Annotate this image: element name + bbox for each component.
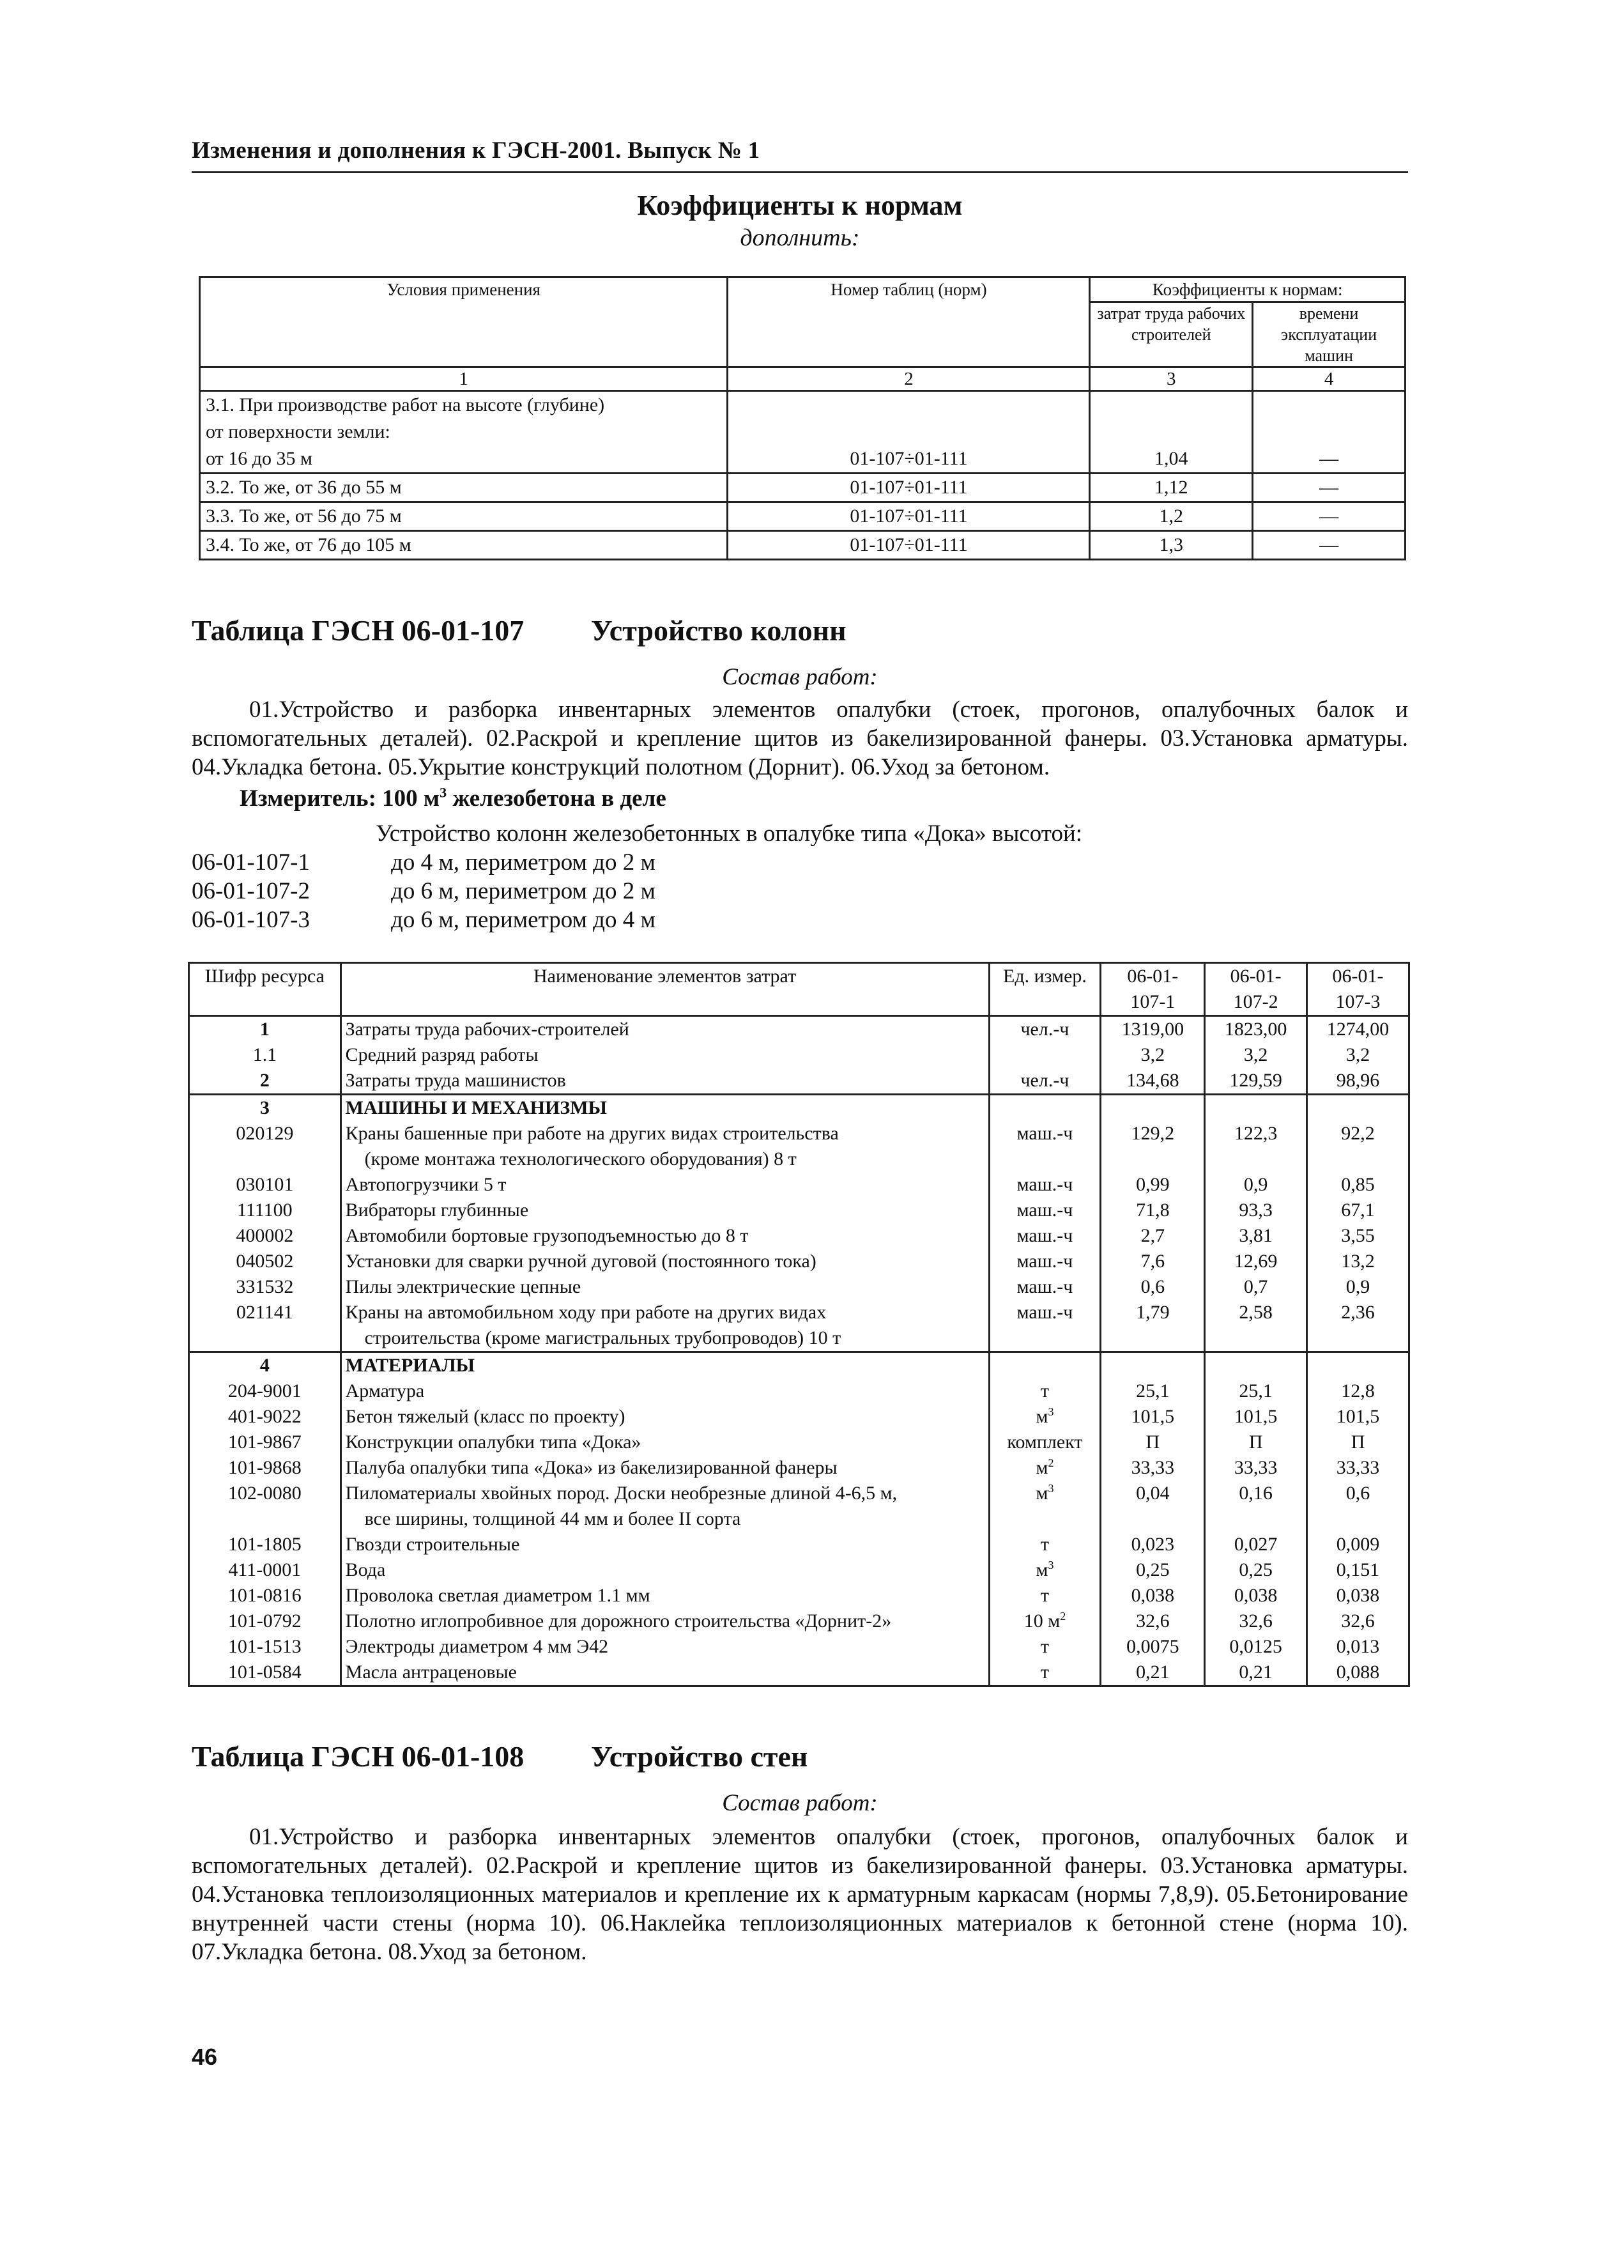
unit-text: маш.-ч [1016,1225,1073,1246]
unit-text: комплект [1007,1431,1083,1453]
norm-value-3: 1274,00 [1307,1016,1409,1043]
norm-value-1 [1101,1095,1205,1122]
norm-value-2: П [1205,1430,1307,1455]
norm-value-2: 3,81 [1205,1223,1307,1249]
norm-value-3: 32,6 [1307,1608,1409,1634]
norm-value-1: 0,04 [1101,1481,1205,1532]
table-row [189,1121,1409,1172]
col-header-norm-2: 06-01- 107-2 [1205,963,1307,1016]
norm-value-1: 129,2 [1101,1121,1205,1172]
norm-value-1: 0,99 [1101,1172,1205,1198]
col-header-unit: Ед. измер. [989,963,1101,1016]
resource-name [341,1481,989,1532]
resource-code: 020129 [189,1121,341,1172]
norm-value-2: 0,16 [1205,1481,1307,1532]
machine-coef: — [1253,391,1406,474]
resource-unit [989,1583,1101,1608]
resource-name [341,1455,989,1481]
norm-value-3: П [1307,1430,1409,1455]
condition-text: 3.1. При производстве работ на высоте (глубине) [206,394,605,415]
norm-value-3: 0,9 [1307,1274,1409,1300]
unit-text: т [1040,1636,1050,1657]
resource-name [341,1223,989,1249]
meter-sup: 3 [440,784,447,801]
coef-row [200,502,1406,531]
condition-text: 3.3. То же, от 56 до 75 м [200,502,728,531]
resource-unit [989,1042,1101,1068]
norm-value-3: 0,009 [1307,1532,1409,1557]
resource-name-line: Палуба опалубки типа «Дока» из бакелизированной фанеры [345,1457,838,1478]
resource-unit [989,1378,1101,1404]
unit-text: 10 м [1023,1610,1061,1632]
col-header-labor: затрат труда рабочих строителей [1090,302,1253,367]
unit-text: т [1040,1662,1050,1683]
unit-text: маш.-ч [1016,1174,1073,1195]
labor-coef: 1,12 [1090,474,1253,502]
norm-line [192,849,655,876]
resource-code: 2 [189,1068,341,1095]
tables-range: 01-107÷01-111 [728,391,1090,474]
norm-value-3: 0,85 [1307,1172,1409,1198]
norm-value-1: 71,8 [1101,1198,1205,1223]
unit-text: т [1040,1534,1050,1555]
composition-label: Состав работ: [722,1790,878,1816]
condition-text: от 16 до 35 м [206,448,312,469]
resource-code: 102-0080 [189,1481,341,1532]
norm-value-3: 0,151 [1307,1557,1409,1583]
page-number: 46 [192,2044,218,2070]
coef-row [200,474,1406,502]
table-row [189,1223,1409,1249]
unit-text: маш.-ч [1016,1123,1073,1144]
resource-name-line: строительства (кроме магистральных трубопроводов) 10 т [364,1327,841,1348]
resource-name-line: Арматура [345,1380,425,1401]
resource-code: 411-0001 [189,1557,341,1583]
norm-value-3: 0,088 [1307,1660,1409,1686]
table-107-title: Устройство колонн [591,614,846,647]
col-header-conditions: Условия применения [200,277,728,367]
resource-name-line: Вода [345,1559,386,1580]
col-header-tables: Номер таблиц (норм) [728,277,1090,367]
table-row [189,1300,1409,1352]
norm-value-3: 0,013 [1307,1634,1409,1660]
col-header-norm-3: 06-01- 107-3 [1307,963,1409,1016]
resource-name-line: Краны башенные при работе на других видах строительства [345,1123,839,1144]
unit-text: м [1036,1457,1048,1478]
meter-line [240,785,666,812]
norm-value-1: 32,6 [1101,1608,1205,1634]
resource-name-line: Автопогрузчики 5 т [345,1174,507,1195]
resource-unit [989,1016,1101,1043]
coef-row [200,391,1406,474]
resource-unit [989,1068,1101,1095]
norm-desc: до 6 м, периметром до 2 м [391,878,655,904]
resource-name [341,1557,989,1583]
resource-name-line: Полотно иглопробивное для дорожного строительства «Дорнит-2» [345,1610,892,1632]
norm-value-2: 2,58 [1205,1300,1307,1352]
labor-coef: 1,04 [1090,391,1253,474]
resource-name [341,1249,989,1274]
resource-code: 1.1 [189,1042,341,1068]
norm-value-3: 92,2 [1307,1121,1409,1172]
norm-value-2 [1205,1095,1307,1122]
table-row [189,1068,1409,1095]
resource-name [341,1172,989,1198]
norm-value-1: 33,33 [1101,1455,1205,1481]
unit-sup: 2 [1048,1456,1054,1469]
resource-name [341,1042,989,1068]
resource-name [341,1095,989,1122]
unit-text: м [1036,1406,1048,1427]
table-row [189,1352,1409,1379]
resource-name [341,1583,989,1608]
resource-name [341,1274,989,1300]
table-row [189,1042,1409,1068]
tables-range: 01-107÷01-111 [728,502,1090,531]
col-number: 2 [728,367,1090,391]
resource-code: 030101 [189,1172,341,1198]
unit-text: чел.-ч [1020,1070,1069,1091]
resource-code: 040502 [189,1249,341,1274]
meter-value: 100 м [382,785,440,812]
unit-sup: 3 [1048,1405,1054,1418]
unit-sup: 2 [1060,1610,1066,1623]
resource-name [341,1634,989,1660]
table-row [189,1016,1409,1043]
norm-value-1: 0,038 [1101,1583,1205,1608]
resource-code: 111100 [189,1198,341,1223]
norm-value-3: 98,96 [1307,1068,1409,1095]
coef-row [200,531,1406,560]
norm-value-2: 1823,00 [1205,1016,1307,1043]
table-108-heading [192,1740,808,1773]
coefficients-subtitle: дополнить: [740,224,860,251]
resource-name [341,1660,989,1686]
table-row [189,1404,1409,1430]
condition-text: от поверхности земли: [206,421,390,442]
resources-table [188,962,1410,1687]
composition-text: 01.Устройство и разборка инвентарных элементов опалубки (стоек, прогонов, опалубочных балок и вспомогательных деталей). 02.Раскрой и крепление щитов из бакелизированной фанеры. 03.Установка арматуры. 04.Укладка бетона. 05.Укрытие конструкций полотном (Дорнит). 06.Уход за бетоном. [192,697,1408,780]
norm-value-3: 3,2 [1307,1042,1409,1068]
resource-name [341,1404,989,1430]
norm-value-1: П [1101,1430,1205,1455]
norm-line [192,906,655,934]
resource-unit [989,1608,1101,1634]
norm-value-3: 12,8 [1307,1378,1409,1404]
norm-value-2: 12,69 [1205,1249,1307,1274]
resource-unit [989,1249,1101,1274]
norm-value-2: 3,2 [1205,1042,1307,1068]
table-row [189,1274,1409,1300]
resource-unit [989,1095,1101,1122]
resource-unit [989,1121,1101,1172]
resource-code: 401-9022 [189,1404,341,1430]
resource-code: 3 [189,1095,341,1122]
resource-name-line: все ширины, толщиной 44 мм и более II сорта [364,1508,741,1529]
resource-name-line: Затраты труда рабочих-строителей [345,1019,629,1040]
resource-code: 101-0584 [189,1660,341,1686]
norm-value-3: 67,1 [1307,1198,1409,1223]
header-rule [192,171,1408,173]
norm-line [192,877,655,905]
resource-unit [989,1455,1101,1481]
norm-code: 06-01-107-3 [192,907,310,933]
col-header-machines: времени эксплуатации машин [1253,302,1406,367]
table-row [189,1455,1409,1481]
table-row [189,1095,1409,1122]
norm-value-3: 0,038 [1307,1583,1409,1608]
resource-name-line: МАШИНЫ И МЕХАНИЗМЫ [345,1097,607,1118]
resource-name-line: Вибраторы глубинные [345,1200,529,1221]
resource-unit [989,1172,1101,1198]
resource-name-line: Пиломатериалы хвойных пород. Доски необрезные длиной 4-6,5 м, [345,1483,898,1504]
table-row [189,1430,1409,1455]
resource-unit [989,1352,1101,1379]
norm-value-2 [1205,1352,1307,1379]
resource-code: 400002 [189,1223,341,1249]
resource-code: 204-9001 [189,1378,341,1404]
norm-value-1: 1319,00 [1101,1016,1205,1043]
norm-value-1: 0,0075 [1101,1634,1205,1660]
resource-name [341,1430,989,1455]
resource-unit [989,1557,1101,1583]
norm-value-2: 0,027 [1205,1532,1307,1557]
tables-range: 01-107÷01-111 [728,474,1090,502]
unit-sup: 3 [1048,1482,1054,1495]
norm-value-2: 93,3 [1205,1198,1307,1223]
norm-code: 06-01-107-2 [192,878,310,904]
resource-name [341,1608,989,1634]
norm-value-3: 101,5 [1307,1404,1409,1430]
col-number: 3 [1090,367,1253,391]
norm-intro: Устройство колонн железобетонных в опалубке типа «Дока» высотой: [376,821,1083,847]
resource-code: 101-1805 [189,1532,341,1557]
norm-value-3: 3,55 [1307,1223,1409,1249]
table-108-title: Устройство стен [591,1740,808,1773]
norm-value-2: 33,33 [1205,1455,1307,1481]
norm-value-2: 0,038 [1205,1583,1307,1608]
norm-value-2: 0,0125 [1205,1634,1307,1660]
col-header-code: Шифр ресурса [189,963,341,1016]
unit-text: маш.-ч [1016,1251,1073,1272]
table-row [189,1249,1409,1274]
norm-value-2: 0,9 [1205,1172,1307,1198]
table-row [189,1198,1409,1223]
resource-code: 1 [189,1016,341,1043]
resource-unit [989,1634,1101,1660]
norm-value-1: 0,25 [1101,1557,1205,1583]
unit-text: т [1040,1585,1050,1606]
col-header-coefficients: Коэффициенты к нормам: [1090,277,1406,302]
resource-name-line: МАТЕРИАЛЫ [345,1355,475,1376]
norm-value-2: 25,1 [1205,1378,1307,1404]
resource-name-line: Проволока светлая диаметром 1.1 мм [345,1585,650,1606]
col-number: 1 [200,367,728,391]
col-number: 4 [1253,367,1406,391]
resource-code: 4 [189,1352,341,1379]
machine-coef: — [1253,531,1406,560]
resource-unit [989,1300,1101,1352]
resource-name [341,1300,989,1352]
norm-value-2: 0,7 [1205,1274,1307,1300]
norm-value-1: 25,1 [1101,1378,1205,1404]
norm-value-1: 134,68 [1101,1068,1205,1095]
table-row [189,1378,1409,1404]
table-row [189,1608,1409,1634]
unit-text: м [1036,1483,1048,1504]
norm-value-1: 0,023 [1101,1532,1205,1557]
labor-coef: 1,3 [1090,531,1253,560]
meter-label: Измеритель: [240,785,376,812]
unit-text: чел.-ч [1020,1019,1069,1040]
resource-name-line: Масла антраценовые [345,1662,517,1683]
norm-value-1: 7,6 [1101,1249,1205,1274]
resource-unit [989,1198,1101,1223]
coefficients-title: Коэффициенты к нормам [637,190,963,221]
unit-text: м [1036,1559,1048,1580]
norm-desc: до 4 м, периметром до 2 м [391,849,655,876]
coefficients-table [199,276,1406,560]
resource-name-line: (кроме монтажа технологического оборудования) 8 т [364,1148,797,1169]
table-row [189,1557,1409,1583]
running-header: Изменения и дополнения к ГЭСН-2001. Выпуск № 1 [192,137,760,164]
resource-name-line: Пилы электрические цепные [345,1276,581,1297]
norm-value-1: 1,79 [1101,1300,1205,1352]
composition-label: Состав работ: [722,664,878,690]
composition-text: 01.Устройство и разборка инвентарных элементов опалубки (стоек, прогонов, опалубочных балок и вспомогательных деталей). 02.Раскрой и крепление щитов из бакелизированной фанеры. 03.Установка арматуры. 04.Установка теплоизоляционных материалов и крепление их к арматурным каркасам (нормы 7,8,9). 05.Бетонирование внутренней части стены (норма 10). 06.Наклейка теплоизоляционных материалов к бетонной стене (норма 10). 07.Укладка бетона. 08.Уход за бетоном. [192,1824,1408,1965]
table-row [189,1172,1409,1198]
resource-code: 101-1513 [189,1634,341,1660]
table-108-code: Таблица ГЭСН 06-01-108 [192,1740,525,1773]
unit-text: маш.-ч [1016,1200,1073,1221]
resource-unit [989,1274,1101,1300]
condition-text: 3.2. То же, от 36 до 55 м [200,474,728,502]
resource-name [341,1198,989,1223]
table-107-heading [192,613,846,647]
norm-value-3: 0,6 [1307,1481,1409,1532]
norm-code: 06-01-107-1 [192,849,310,876]
machine-coef: — [1253,502,1406,531]
resource-unit [989,1660,1101,1686]
resource-name-line: Бетон тяжелый (класс по проекту) [345,1406,625,1427]
norm-value-2: 101,5 [1205,1404,1307,1430]
resource-code: 101-0816 [189,1583,341,1608]
col-header-name: Наименование элементов затрат [341,963,989,1016]
resource-name-line: Автомобили бортовые грузоподъемностью до 8 т [345,1225,749,1246]
table-row [189,1660,1409,1686]
resource-name [341,1016,989,1043]
resource-code: 331532 [189,1274,341,1300]
resource-unit [989,1223,1101,1249]
machine-coef: — [1253,474,1406,502]
norm-value-1: 0,21 [1101,1660,1205,1686]
norm-value-2: 0,21 [1205,1660,1307,1686]
resource-name [341,1532,989,1557]
norm-value-2: 129,59 [1205,1068,1307,1095]
unit-sup: 3 [1048,1559,1054,1571]
resource-name [341,1378,989,1404]
norm-value-3: 2,36 [1307,1300,1409,1352]
table-row [189,1481,1409,1532]
norm-value-3: 33,33 [1307,1455,1409,1481]
norm-value-2: 32,6 [1205,1608,1307,1634]
norm-value-1: 3,2 [1101,1042,1205,1068]
labor-coef: 1,2 [1090,502,1253,531]
table-107-code: Таблица ГЭСН 06-01-107 [192,614,525,647]
norm-value-3 [1307,1352,1409,1379]
norm-desc: до 6 м, периметром до 4 м [391,907,655,933]
resource-unit [989,1430,1101,1455]
norm-value-3: 13,2 [1307,1249,1409,1274]
resource-code: 021141 [189,1300,341,1352]
norm-value-1: 0,6 [1101,1274,1205,1300]
resource-unit [989,1532,1101,1557]
unit-text: маш.-ч [1016,1302,1073,1323]
resource-name-line: Средний разряд работы [345,1044,539,1065]
resource-name-line: Гвозди строительные [345,1534,520,1555]
col-header-norm-1: 06-01- 107-1 [1101,963,1205,1016]
resource-name-line: Электроды диаметром 4 мм Э42 [345,1636,609,1657]
resource-name [341,1352,989,1379]
unit-text: т [1040,1380,1050,1401]
resource-name-line: Краны на автомобильном ходу при работе на других видах [345,1302,827,1323]
norm-value-3 [1307,1095,1409,1122]
resource-name [341,1068,989,1095]
table-row [189,1532,1409,1557]
meter-rest: железобетона в деле [447,785,666,812]
norm-value-2: 122,3 [1205,1121,1307,1172]
table-row [189,1634,1409,1660]
norm-value-1 [1101,1352,1205,1379]
resource-unit [989,1404,1101,1430]
resource-unit [989,1481,1101,1532]
norm-value-2: 0,25 [1205,1557,1307,1583]
tables-range: 01-107÷01-111 [728,531,1090,560]
resource-name [341,1121,989,1172]
resource-code: 101-9868 [189,1455,341,1481]
condition-text: 3.4. То же, от 76 до 105 м [200,531,728,560]
norm-value-1: 101,5 [1101,1404,1205,1430]
resource-name-line: Установки для сварки ручной дуговой (постоянного тока) [345,1251,816,1272]
unit-text: маш.-ч [1016,1276,1073,1297]
resource-name-line: Затраты труда машинистов [345,1070,566,1091]
table-row [189,1583,1409,1608]
resource-code: 101-9867 [189,1430,341,1455]
resource-name-line: Конструкции опалубки типа «Дока» [345,1431,641,1453]
norm-value-1: 2,7 [1101,1223,1205,1249]
resource-code: 101-0792 [189,1608,341,1634]
